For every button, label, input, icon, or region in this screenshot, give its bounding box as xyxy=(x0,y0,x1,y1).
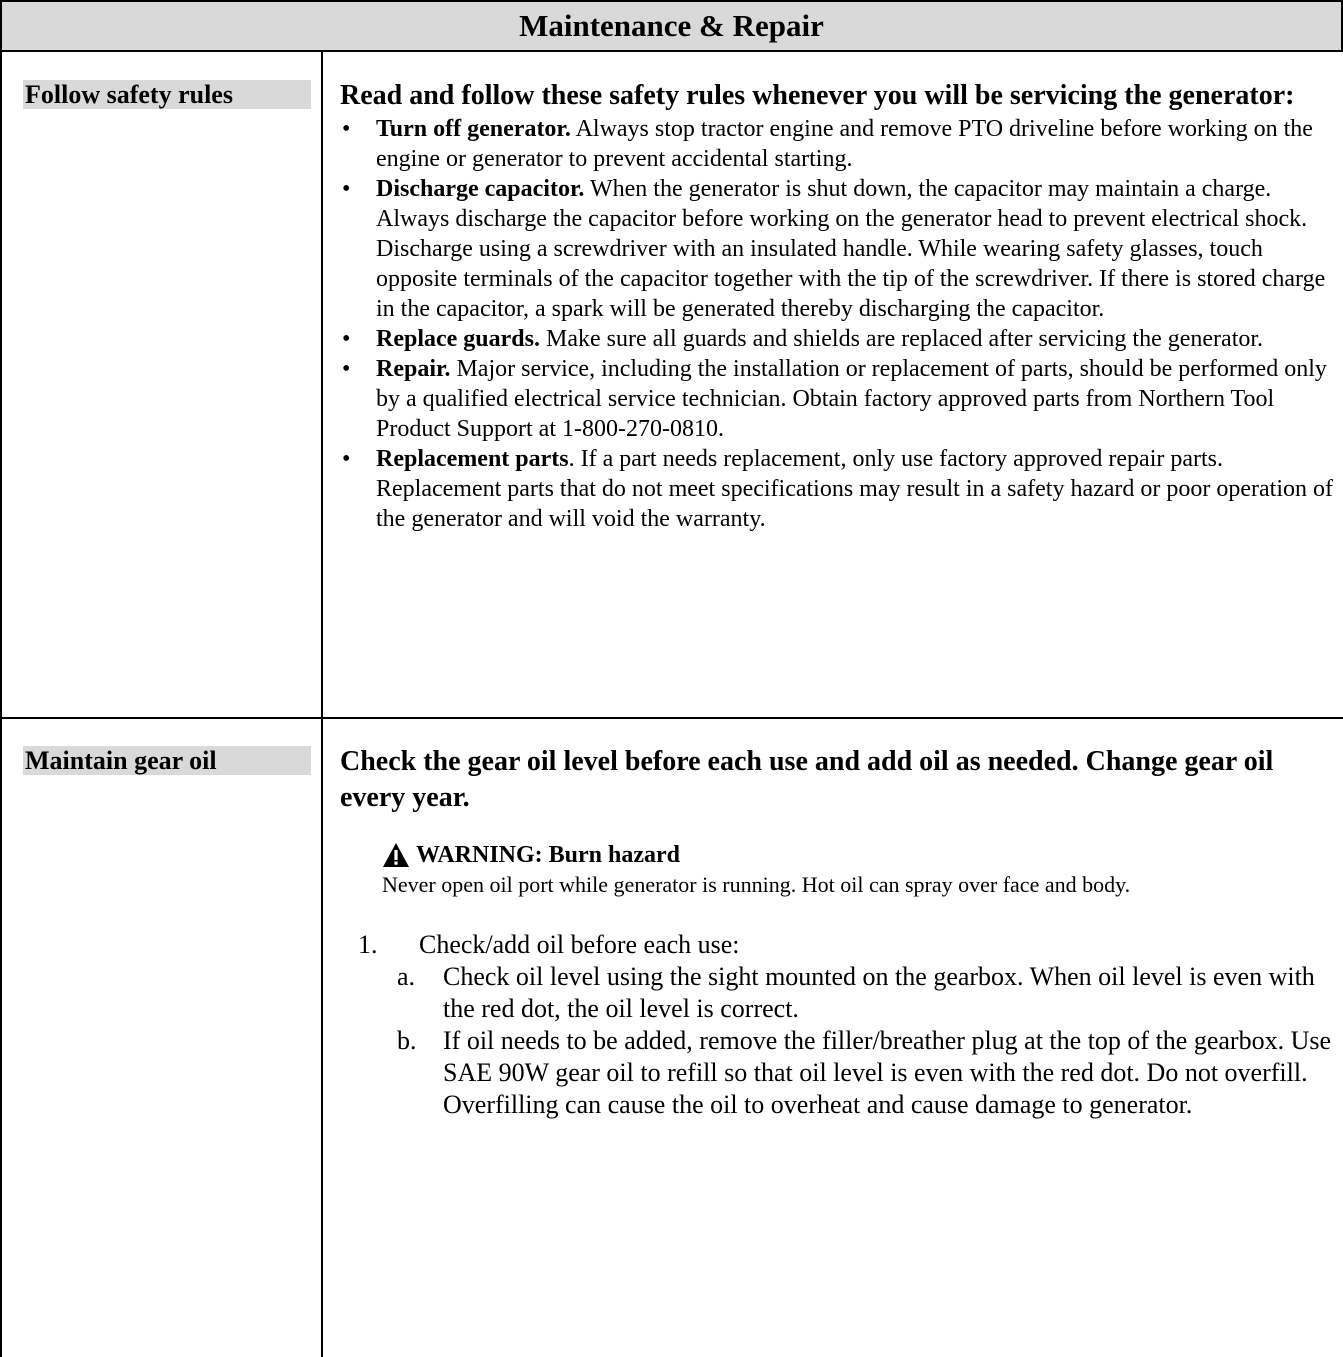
section-lead-safety: Read and follow these safety rules whenever you will be servicing the generator: xyxy=(340,80,1295,111)
bullet-icon: • xyxy=(342,356,351,382)
warning-triangle-icon xyxy=(382,842,410,868)
steps-list xyxy=(340,929,1335,1121)
list-item xyxy=(340,324,1335,354)
rule-text: Major service, including the installation or replacement of parts, should be performed only by a qualified electrical service technician. Obtain factory approved parts from Northern Tool Product Support at 1-800-270-0810. xyxy=(376,356,1327,442)
step-item xyxy=(340,929,1335,961)
safety-rules-list xyxy=(340,114,1335,534)
row-divider xyxy=(0,717,1343,719)
substep-item xyxy=(340,961,1335,1025)
rule-text: . If a part needs replacement, only use factory approved repair parts. Replacement parts that do not meet specifications may result in a safety hazard or poor operation of the generator and will void the warranty. xyxy=(376,446,1333,532)
page-title: Maintenance & Repair xyxy=(519,8,824,43)
bullet-icon: • xyxy=(342,326,351,352)
warning-box xyxy=(340,840,1262,899)
substep-marker: a. xyxy=(397,962,416,991)
table-header xyxy=(0,0,1343,52)
bullet-icon: • xyxy=(342,176,351,202)
step-number: 1. xyxy=(358,930,378,959)
section-lead-gear-oil: Check the gear oil level before each use and add oil as needed. Change gear oil every year. xyxy=(340,746,1274,813)
warning-title: WARNING: Burn hazard xyxy=(416,842,681,868)
bullet-icon: • xyxy=(342,116,351,142)
substep-marker: b. xyxy=(397,1026,417,1055)
rule-title: Discharge capacitor. xyxy=(376,176,585,202)
section-label-safety: Follow safety rules xyxy=(23,80,311,109)
rule-text: When the generator is shut down, the capacitor may maintain a charge. Always discharge the capacitor before working on the generator head to prevent electrical shock. Discharge using a screwdriver with an insulated handle. While wearing safety glasses, touch opposite terminals of the capacitor together with the tip of the screwdriver. If there is stored charge in the capacitor, a spark will be generated thereby discharging the capacitor. xyxy=(376,176,1326,322)
list-item xyxy=(340,444,1335,534)
section-content-safety xyxy=(340,78,1335,534)
rule-title: Replace guards. xyxy=(376,326,540,352)
warning-title-row xyxy=(382,840,1262,870)
rule-title: Turn off generator. xyxy=(376,116,571,142)
list-item xyxy=(340,114,1335,174)
rule-title: Replacement parts xyxy=(376,446,569,472)
substep-text: Check oil level using the sight mounted on the gearbox. When oil level is even with the red dot, the oil level is correct. xyxy=(443,962,1315,1023)
step-text: Check/add oil before each use: xyxy=(419,930,740,959)
rule-text: Make sure all guards and shields are replaced after servicing the generator. xyxy=(540,326,1264,352)
bullet-icon: • xyxy=(342,446,351,472)
left-border xyxy=(0,52,2,1357)
list-item xyxy=(340,174,1335,324)
column-divider xyxy=(321,52,323,1357)
section-content-gear-oil xyxy=(340,744,1335,1121)
warning-body: Never open oil port while generator is running. Hot oil can spray over face and body. xyxy=(382,872,1131,897)
list-item xyxy=(340,354,1335,444)
substep-item xyxy=(340,1025,1335,1121)
substep-text: If oil needs to be added, remove the filler/breather plug at the top of the gearbox. Use SAE 90W gear oil to refill so that oil level is even with the red dot. Do not overfill. Overfilling can cause the oil to overheat and cause damage to generator. xyxy=(443,1026,1332,1119)
rule-text: Always stop tractor engine and remove PTO driveline before working on the engine or generator to prevent accidental starting. xyxy=(376,116,1313,172)
section-label-gear-oil: Maintain gear oil xyxy=(23,746,311,775)
rule-title: Repair. xyxy=(376,356,451,382)
